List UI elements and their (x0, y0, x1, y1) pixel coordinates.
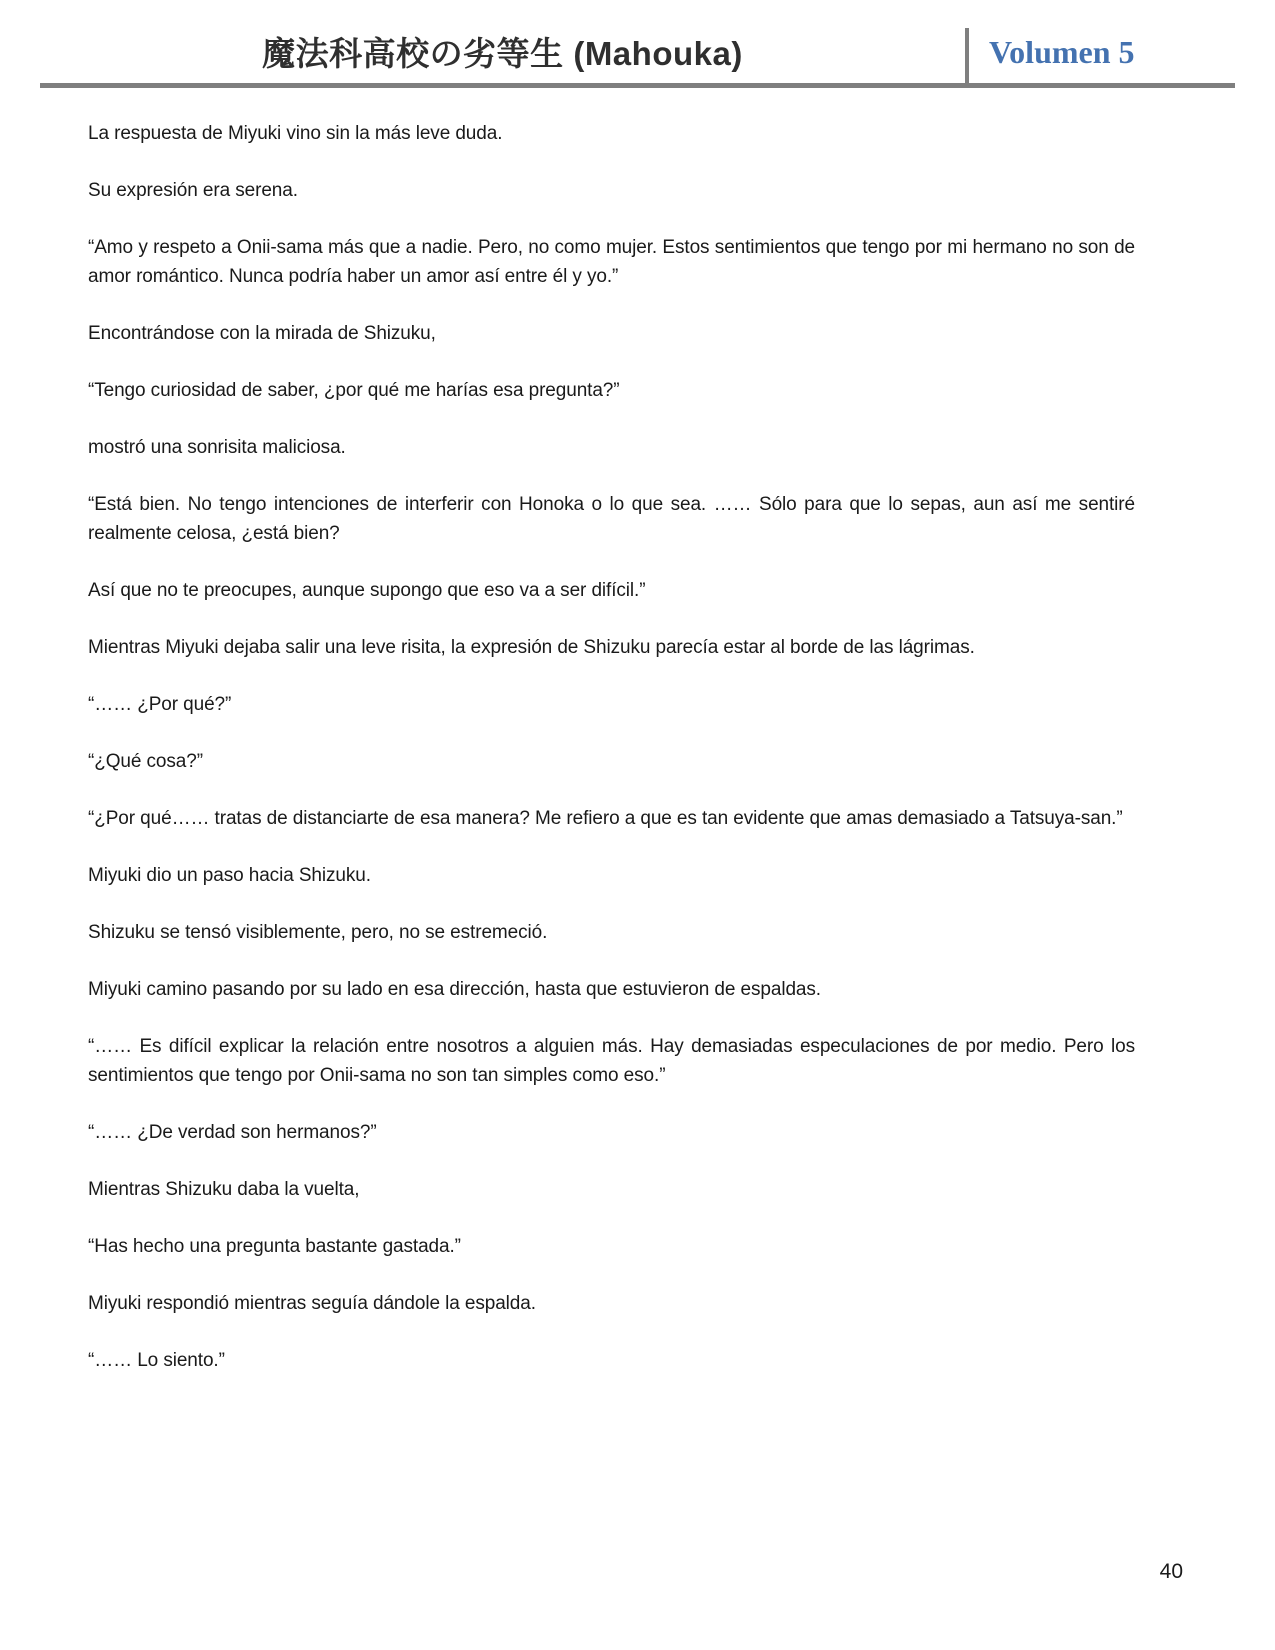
paragraph: “Has hecho una pregunta bastante gastada.” (88, 1236, 461, 1257)
paragraph: Shizuku se tensó visiblemente, pero, no se estremeció. (88, 922, 548, 943)
paragraph: “…… Es difícil explicar la relación entre nosotros a alguien más. Hay demasiadas especulaciones de por medio. Pero los sentimientos que tengo por Onii-sama no son tan simples como eso.” (88, 1036, 1135, 1086)
paragraph: “¿Por qué…… tratas de distanciarte de esa manera? Me refiero a que es tan evidente que amas demasiado a Tatsuya-san.” (88, 808, 1123, 829)
paragraph: “Tengo curiosidad de saber, ¿por qué me harías esa pregunta?” (88, 380, 620, 401)
paragraph: “Amo y respeto a Onii-sama más que a nadie. Pero, no como mujer. Estos sentimientos que tengo por mi hermano no son de amor romántico. Nunca podría haber un amor así entre él y yo.” (88, 237, 1135, 287)
page-number: 40 (1159, 1560, 1183, 1583)
paragraph: Miyuki camino pasando por su lado en esa dirección, hasta que estuvieron de espaldas. (88, 979, 821, 1000)
paragraph: Mientras Shizuku daba la vuelta, (88, 1179, 360, 1200)
volume-label: Volumen 5 (989, 34, 1135, 70)
paragraph: Encontrándose con la mirada de Shizuku, (88, 323, 436, 344)
paragraph: Miyuki respondió mientras seguía dándole la espalda. (88, 1293, 536, 1314)
header-volume-area (965, 28, 1235, 83)
document-body (0, 88, 1275, 1375)
page-header (40, 0, 1235, 88)
paragraph: mostró una sonrisita maliciosa. (88, 437, 346, 458)
paragraph: Mientras Miyuki dejaba salir una leve risita, la expresión de Shizuku parecía estar al borde de las lágrimas. (88, 637, 975, 658)
paragraph: La respuesta de Miyuki vino sin la más leve duda. (88, 123, 503, 144)
paragraph: Su expresión era serena. (88, 180, 298, 201)
paragraph: “…… ¿Por qué?” (88, 694, 232, 715)
paragraph: Así que no te preocupes, aunque supongo que eso va a ser difícil.” (88, 580, 646, 601)
paragraph: “Está bien. No tengo intenciones de interferir con Honoka o lo que sea. …… Sólo para que lo sepas, aun así me sentiré realmente celosa, ¿está bien? (88, 494, 1135, 544)
paragraph: “¿Qué cosa?” (88, 751, 203, 772)
paragraph: “…… ¿De verdad son hermanos?” (88, 1122, 377, 1143)
header-title-area (40, 0, 965, 83)
document-title: 魔法科高校の劣等生 (Mahouka) (262, 35, 743, 72)
paragraph: “…… Lo siento.” (88, 1350, 225, 1371)
paragraph: Miyuki dio un paso hacia Shizuku. (88, 865, 371, 886)
